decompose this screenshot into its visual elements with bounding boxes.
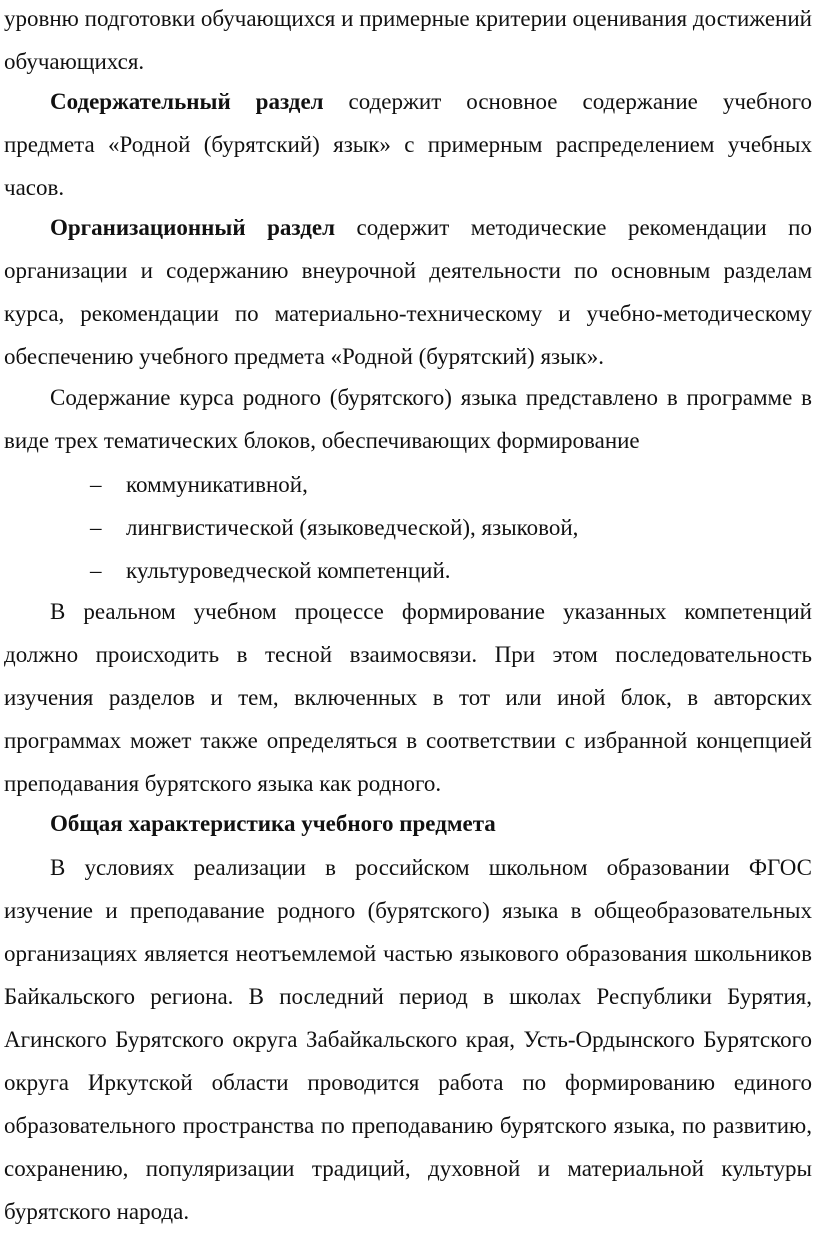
list-item-text: культуроведческой компетенций.	[126, 558, 451, 583]
paragraph-organizational-section	[4, 206, 812, 378]
paragraph-competencies: В реальном учебном процессе формирование указанных компетенций должно происходить в тесной взаимосвязи. При этом последовательность изучения разделов и тем, включенных в тот или иной блок, в авторских программах может также определяться в соответствии с избранной концепцией преподавания бурятского языка как родного.	[4, 599, 812, 796]
list-item	[90, 463, 790, 506]
paragraph-content-section	[4, 80, 812, 209]
list-item-text: коммуникативной,	[126, 472, 308, 497]
dash-bullet: –	[90, 515, 102, 540]
dash-bullet: –	[90, 558, 102, 583]
dash-bullet: –	[90, 472, 102, 497]
term-content-section: Содержательный раздел	[50, 89, 324, 114]
section-heading: Общая характеристика учебного предмета	[50, 811, 496, 836]
list-item	[90, 506, 790, 549]
paragraph-content-section-text: содержит основное содержание учебного предмета «Родной (бурятский) язык» с примерным распределением учебных часов.	[4, 89, 812, 200]
paragraph-organizational-section-text: содержит методические рекомендации по организации и содержанию внеурочной деятельности по основным разделам курса, рекомендации по материально-техническому и учебно-методическому обеспечению учебного предмета «Родной (бурятский) язык».	[4, 215, 812, 369]
list-item	[90, 549, 790, 592]
paragraph-intro-continuation: уровню подготовки обучающихся и примерные критерии оценивания достижений обучающихся.	[4, 6, 812, 74]
paragraph-course-content: Содержание курса родного (бурятского) языка представлено в программе в виде трех тематических блоков, обеспечивающих формирование	[4, 385, 812, 453]
paragraph-general-characteristics: В условиях реализации в российском школьном образовании ФГОС изучение и преподавание родного (бурятского) языка в общеобразовательных организациях является неотъемлемой частью языкового образования школьников Байкальского региона. В последний период в школах Республики Бурятия, Агинского Бурятского округа Забайкальского края, Усть-Ордынского Бурятского округа Иркутской области проводится работа по формированию единого образовательного пространства по преподаванию бурятского языка, по развитию, сохранению, популяризации традиций, духовной и материальной культуры бурятского народа.	[4, 855, 812, 1224]
term-organizational-section: Организационный раздел	[50, 215, 335, 240]
list-item-text: лингвистической (языковедческой), языковой,	[126, 515, 579, 540]
